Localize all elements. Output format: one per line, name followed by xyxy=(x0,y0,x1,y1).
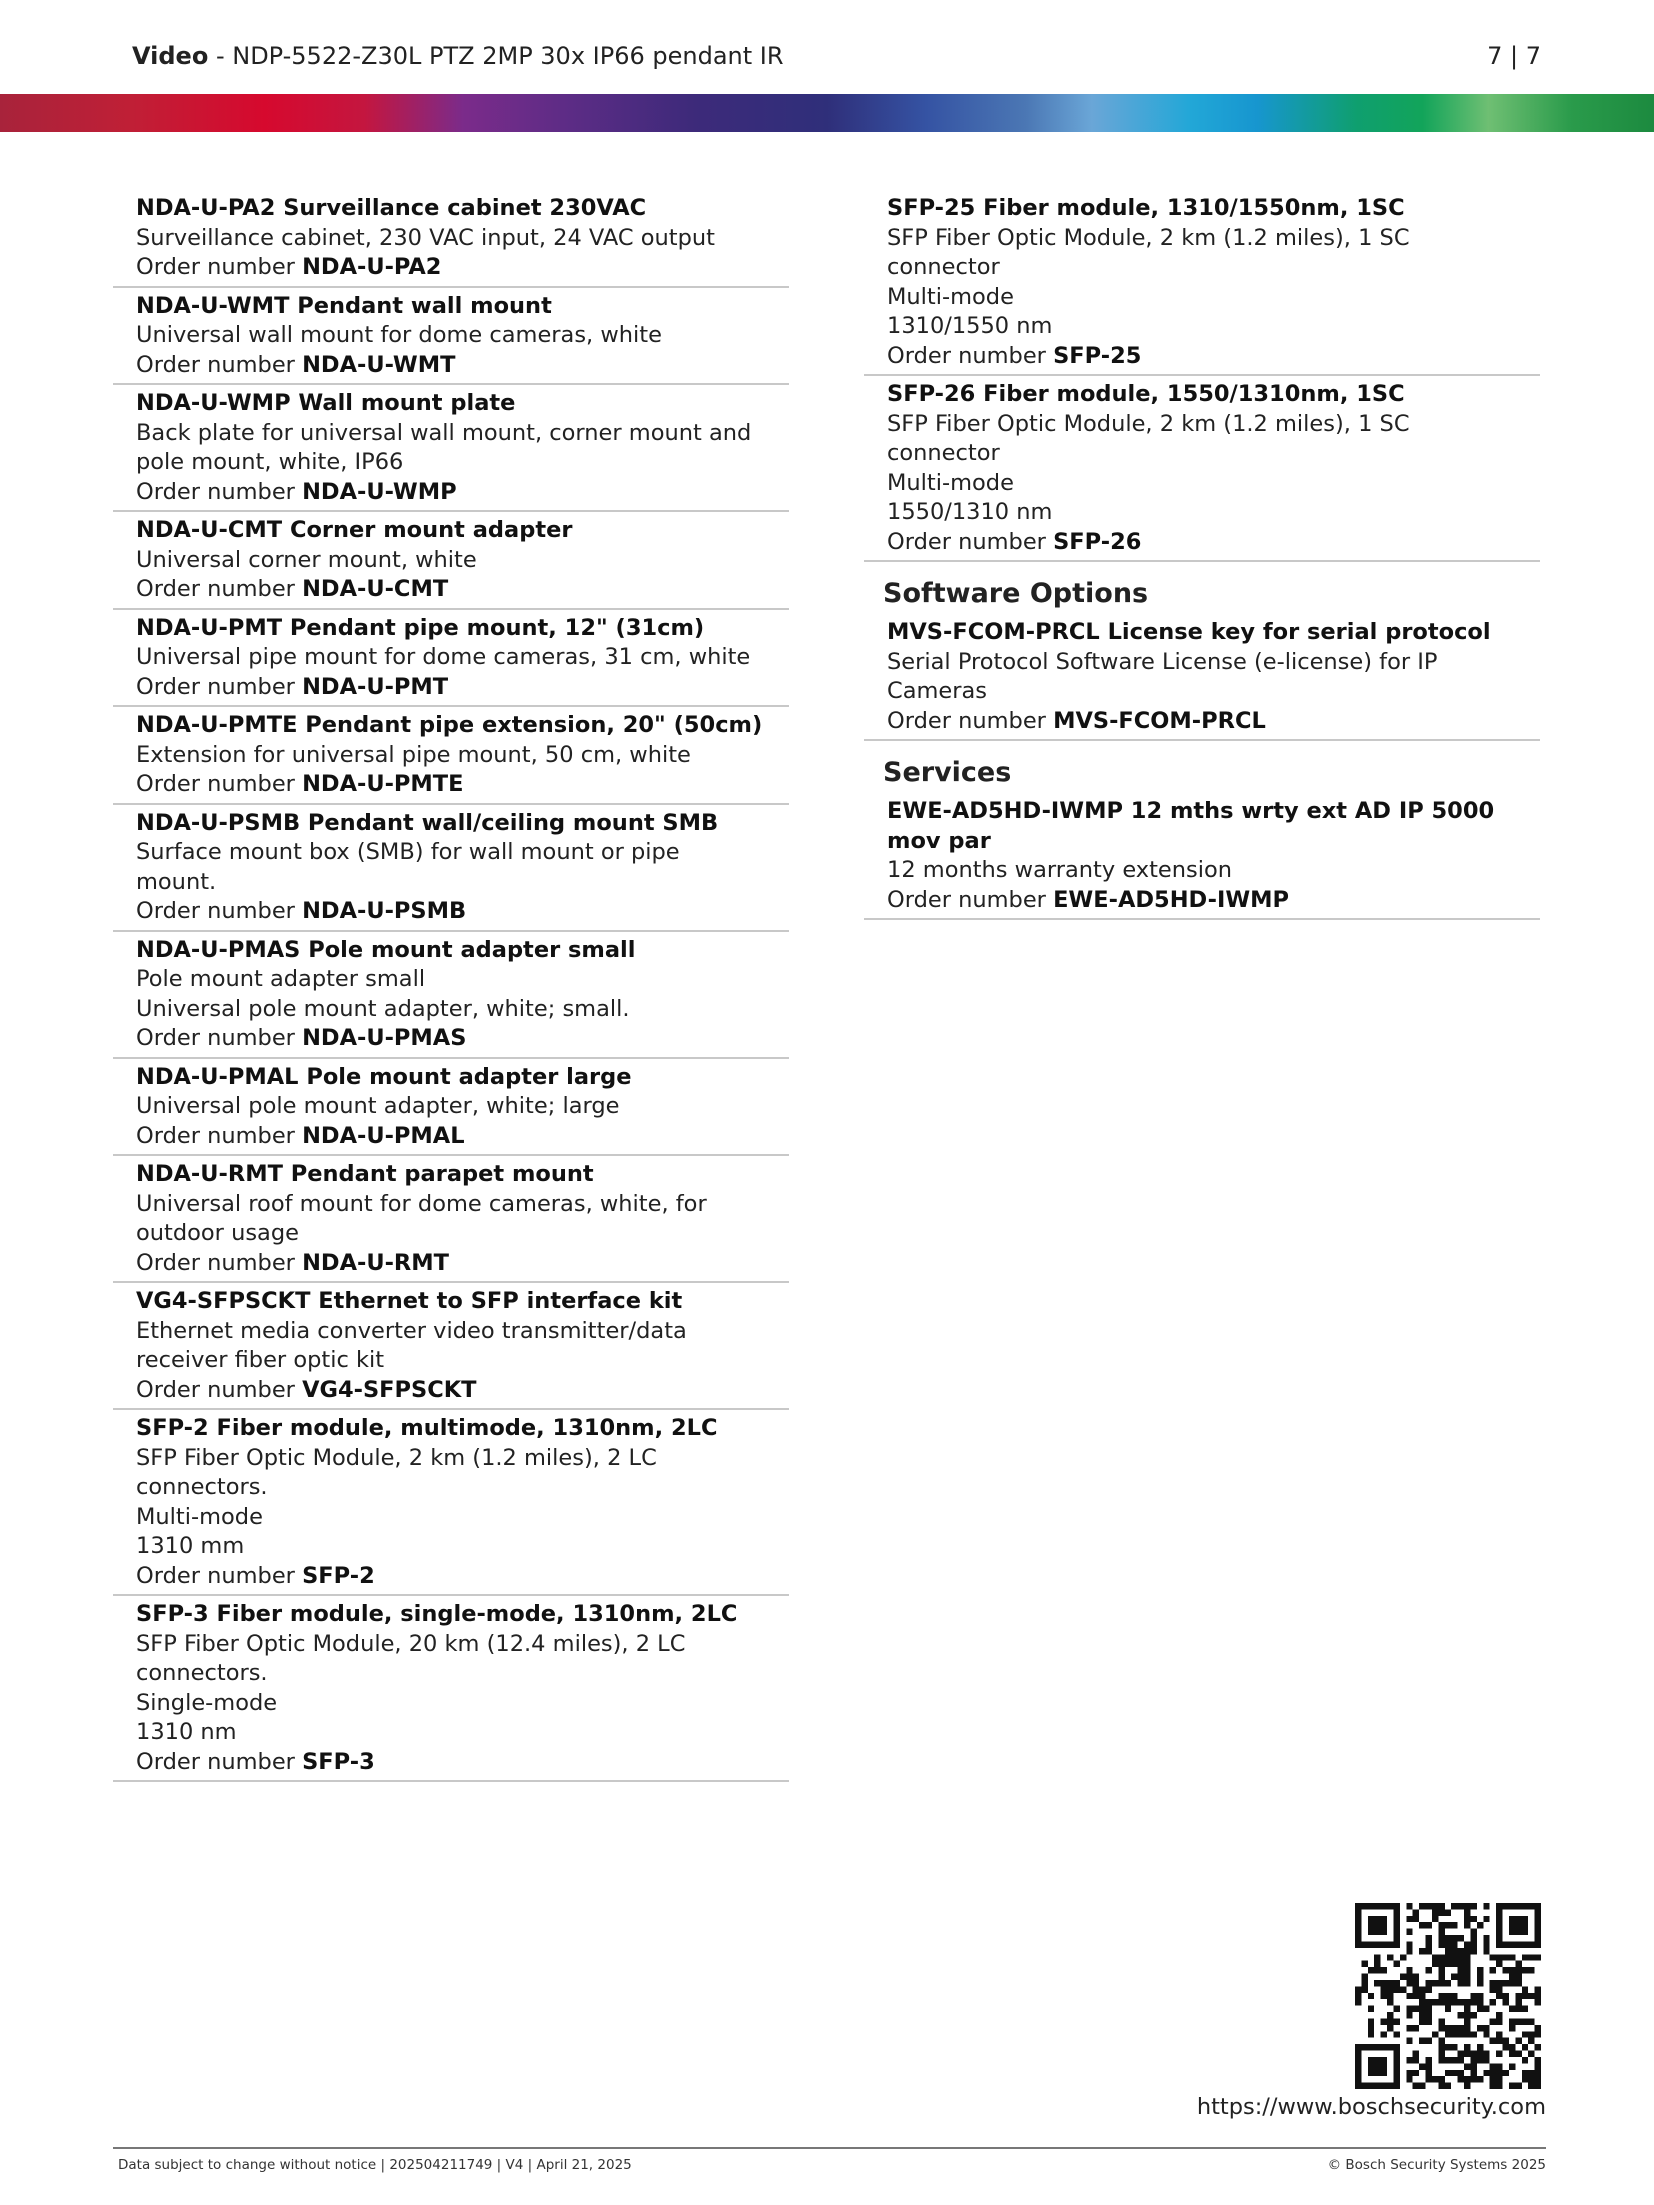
product-title: NDA-U-WMT Pendant wall mount xyxy=(136,292,552,319)
product-item xyxy=(113,385,789,512)
services-list xyxy=(864,793,1540,920)
product-title: SFP-3 Fiber module, single-mode, 1310nm, 2LC xyxy=(136,1601,738,1627)
order-number-line xyxy=(136,673,789,703)
order-number-label: Order number xyxy=(136,898,303,924)
order-number-label: Order number xyxy=(136,478,303,505)
order-number-value: NDA-U-WMT xyxy=(302,351,456,378)
product-title: NDA-U-PMT Pendant pipe mount, 12" (31cm) xyxy=(136,614,705,641)
order-number-label: Order number xyxy=(136,576,303,602)
product-item xyxy=(113,1410,789,1596)
order-number-line xyxy=(136,351,789,381)
product-description: connector xyxy=(887,440,1000,466)
product-description: connector xyxy=(887,254,1000,280)
software-options-list xyxy=(864,614,1540,741)
product-description: 1310 nm xyxy=(136,1719,237,1745)
order-number-value: NDA-U-PMTE xyxy=(302,771,464,797)
website-url[interactable]: https://www.boschsecurity.com xyxy=(1196,2094,1546,2120)
order-number-label: Order number xyxy=(136,673,303,700)
order-number-label: Order number xyxy=(136,1249,303,1276)
header-separator: - xyxy=(208,42,233,70)
order-number-value: NDA-U-PMAS xyxy=(302,1025,467,1051)
product-title: NDA-U-PA2 Surveillance cabinet 230VAC xyxy=(136,195,647,221)
footer-copyright: © Bosch Security Systems 2025 xyxy=(1327,2157,1546,2173)
order-number-line xyxy=(136,1122,789,1152)
product-item xyxy=(864,190,1540,376)
order-number-line xyxy=(887,528,1540,558)
order-number-label: Order number xyxy=(136,351,303,378)
order-number-label: Order number xyxy=(136,1122,303,1149)
software-options-heading: Software Options xyxy=(883,578,1149,609)
product-description: Cameras xyxy=(887,678,988,704)
product-title: NDA-U-CMT Corner mount adapter xyxy=(136,517,573,543)
product-description: connectors. xyxy=(136,1474,268,1500)
order-number-label: Order number xyxy=(887,342,1054,369)
order-number-line xyxy=(136,1562,789,1592)
product-title: SFP-25 Fiber module, 1310/1550nm, 1SC xyxy=(887,195,1405,221)
product-description: Multi-mode xyxy=(136,1503,263,1530)
order-number-line xyxy=(887,707,1540,737)
product-title: VG4-SFPSCKT Ethernet to SFP interface kit xyxy=(136,1288,683,1314)
product-description: Ethernet media converter video transmitter/data xyxy=(136,1317,687,1344)
product-description: Surveillance cabinet, 230 VAC input, 24 VAC output xyxy=(136,224,715,251)
accessory-list-right xyxy=(864,190,1540,562)
product-title: NDA-U-PMAL Pole mount adapter large xyxy=(136,1063,632,1090)
header-category: Video xyxy=(132,42,209,70)
order-number-value: SFP-26 xyxy=(1053,528,1142,555)
product-description: outdoor usage xyxy=(136,1220,299,1246)
product-item xyxy=(864,376,1540,562)
order-number-value: MVS-FCOM-PRCL xyxy=(1053,707,1266,734)
qr-code-icon xyxy=(1355,1903,1541,2089)
order-number-line xyxy=(136,575,789,605)
product-item xyxy=(113,805,789,932)
order-number-line xyxy=(136,897,789,927)
order-number-line xyxy=(887,886,1540,916)
right-column xyxy=(864,190,1540,920)
product-description: SFP Fiber Optic Module, 20 km (12.4 miles), 2 LC xyxy=(136,1630,686,1657)
product-item xyxy=(113,512,789,610)
order-number-line xyxy=(136,770,789,800)
product-description: Serial Protocol Software License (e-license) for IP xyxy=(887,648,1438,675)
product-title: NDA-U-PMTE Pendant pipe extension, 20" (50cm) xyxy=(136,712,763,738)
order-number-value: NDA-U-PMAL xyxy=(302,1122,465,1149)
product-description: Pole mount adapter small xyxy=(136,966,426,992)
order-number-line xyxy=(136,253,789,283)
product-description: mount. xyxy=(136,868,217,895)
order-number-value: NDA-U-PMT xyxy=(302,673,449,700)
product-title: NDA-U-PMAS Pole mount adapter small xyxy=(136,936,636,963)
document-title xyxy=(132,42,784,70)
product-description: SFP Fiber Optic Module, 2 km (1.2 miles), 2 LC xyxy=(136,1444,657,1471)
order-number-value: SFP-3 xyxy=(302,1748,375,1775)
order-number-label: Order number xyxy=(136,254,303,280)
product-item xyxy=(113,190,789,288)
order-number-line xyxy=(136,1024,789,1054)
product-description: 1310 mm xyxy=(136,1533,245,1559)
order-number-label: Order number xyxy=(136,1025,303,1051)
product-description: receiver fiber optic kit xyxy=(136,1347,385,1373)
product-description: Multi-mode xyxy=(887,283,1014,310)
product-description: 1310/1550 nm xyxy=(887,313,1053,339)
product-title: MVS-FCOM-PRCL License key for serial protocol xyxy=(887,619,1491,645)
product-title: SFP-26 Fiber module, 1550/1310nm, 1SC xyxy=(887,381,1405,407)
product-item xyxy=(113,288,789,386)
page-number: 7 | 7 xyxy=(1487,42,1541,70)
product-item xyxy=(113,610,789,708)
product-description: connectors. xyxy=(136,1660,268,1686)
left-column xyxy=(113,190,789,1782)
order-number-label: Order number xyxy=(136,1748,303,1775)
product-title: SFP-2 Fiber module, multimode, 1310nm, 2LC xyxy=(136,1415,718,1441)
page-header xyxy=(132,36,1541,76)
product-description: Universal pipe mount for dome cameras, 31 cm, white xyxy=(136,644,751,670)
order-number-label: Order number xyxy=(136,1376,303,1403)
product-description: Multi-mode xyxy=(887,469,1014,496)
product-description: Surface mount box (SMB) for wall mount or pipe xyxy=(136,839,680,865)
product-description: Single-mode xyxy=(136,1689,278,1716)
accessory-list-left xyxy=(113,190,789,1782)
order-number-line xyxy=(136,478,789,508)
product-description: Universal corner mount, white xyxy=(136,546,477,573)
product-title: NDA-U-RMT Pendant parapet mount xyxy=(136,1161,594,1187)
product-item xyxy=(113,932,789,1059)
product-item xyxy=(113,707,789,805)
order-number-label: Order number xyxy=(887,707,1054,734)
order-number-line xyxy=(136,1376,789,1406)
product-item xyxy=(864,614,1540,741)
order-number-value: NDA-U-PSMB xyxy=(302,898,467,924)
order-number-value: NDA-U-PA2 xyxy=(302,254,442,280)
product-title: EWE-AD5HD-IWMP 12 mths wrty ext AD IP 5000 mov par xyxy=(887,798,1495,854)
order-number-label: Order number xyxy=(887,886,1054,913)
order-number-value: NDA-U-WMP xyxy=(302,478,457,505)
product-description: Back plate for universal wall mount, corner mount and xyxy=(136,419,752,446)
product-description: Universal roof mount for dome cameras, white, for xyxy=(136,1190,707,1217)
order-number-value: VG4-SFPSCKT xyxy=(302,1376,477,1403)
product-item xyxy=(113,1059,789,1157)
brand-color-band xyxy=(0,94,1654,132)
product-description: SFP Fiber Optic Module, 2 km (1.2 miles), 1 SC xyxy=(887,410,1410,437)
order-number-value: EWE-AD5HD-IWMP xyxy=(1053,886,1290,913)
header-product: NDP-5522-Z30L PTZ 2MP 30x IP66 pendant IR xyxy=(232,42,784,70)
services-heading: Services xyxy=(883,757,1012,788)
order-number-label: Order number xyxy=(136,771,303,797)
product-description: Universal pole mount adapter, white; small. xyxy=(136,995,630,1022)
product-item xyxy=(864,793,1540,920)
footer-divider xyxy=(113,2147,1546,2149)
order-number-label: Order number xyxy=(136,1562,303,1589)
product-item xyxy=(113,1283,789,1410)
product-item xyxy=(113,1156,789,1283)
order-number-label: Order number xyxy=(887,528,1054,555)
footer-disclaimer: Data subject to change without notice | 202504211749 | V4 | April 21, 2025 xyxy=(118,2157,632,2173)
product-description: SFP Fiber Optic Module, 2 km (1.2 miles), 1 SC xyxy=(887,224,1410,251)
order-number-value: SFP-2 xyxy=(302,1562,375,1589)
order-number-value: SFP-25 xyxy=(1053,342,1142,369)
product-item xyxy=(113,1596,789,1782)
order-number-line xyxy=(136,1748,789,1778)
product-description: Universal wall mount for dome cameras, white xyxy=(136,322,662,348)
product-description: pole mount, white, IP66 xyxy=(136,449,404,475)
order-number-line xyxy=(887,342,1540,372)
order-number-value: NDA-U-RMT xyxy=(302,1249,449,1276)
product-description: Extension for universal pipe mount, 50 cm, white xyxy=(136,741,691,768)
product-title: NDA-U-PSMB Pendant wall/ceiling mount SMB xyxy=(136,809,719,836)
product-description: Universal pole mount adapter, white; large xyxy=(136,1093,620,1119)
product-title: NDA-U-WMP Wall mount plate xyxy=(136,390,516,416)
order-number-value: NDA-U-CMT xyxy=(302,576,449,602)
order-number-line xyxy=(136,1249,789,1279)
product-description: 12 months warranty extension xyxy=(887,857,1233,883)
product-description: 1550/1310 nm xyxy=(887,499,1053,525)
